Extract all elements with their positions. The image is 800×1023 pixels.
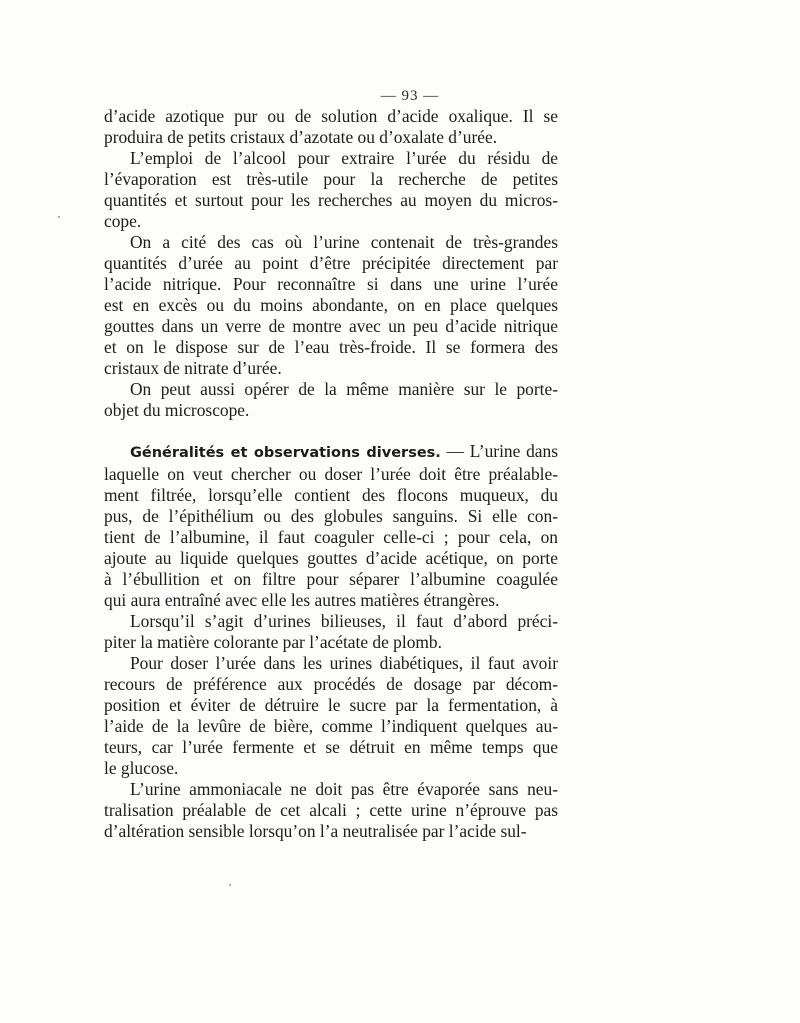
section-heading: Généralités et observations diverses.	[130, 445, 441, 461]
paragraph	[104, 779, 558, 842]
section-gap	[104, 421, 558, 441]
text-line: l’évaporation est très-utile pour la recherche de petites	[104, 169, 558, 189]
text-line: teurs, car l’urée fermente et se détruit en même temps que	[104, 737, 558, 757]
paragraph	[104, 232, 558, 379]
paragraph	[104, 653, 558, 779]
text-line: Pour doser l’urée dans les urines diabétiques, il faut avoir	[130, 653, 558, 673]
text-line: d’altération sensible lorsqu’on l’a neutralisée par l’acide sul-	[104, 821, 527, 841]
text-line: gouttes dans un verre de montre avec un peu d’acide nitrique	[104, 316, 558, 336]
text-line: tient de l’albumine, il faut coaguler celle-ci ; pour cela, on	[104, 527, 558, 547]
text-line: quantités d’urée au point d’être précipitée directement par	[104, 253, 558, 273]
text-line: l’acide nitrique. Pour reconnaître si dans une urine l’urée	[104, 274, 558, 294]
paragraph	[104, 106, 558, 148]
text-line: recours de préférence aux procédés de dosage par décom-	[104, 674, 558, 694]
text-line: piter la matière colorante par l’acétate de plomb.	[104, 632, 442, 652]
paragraph	[104, 464, 558, 611]
text-line: laquelle on veut chercher ou doser l’urée doit être préalable-	[104, 464, 558, 484]
text-line: cope.	[104, 211, 142, 231]
body-text	[104, 106, 558, 842]
paper-speck	[229, 884, 231, 886]
text-line: ment filtrée, lorsqu’elle contient des flocons muqueux, du	[104, 485, 558, 505]
text-line: l’aide de la levûre de bière, comme l’indiquent quelques au-	[104, 716, 558, 736]
text-line: ajoute au liquide quelques gouttes d’acide acétique, on porte	[104, 548, 558, 568]
text-line: position et éviter de détruire le sucre par la fermentation, à	[104, 695, 558, 715]
text-line: et on le dispose sur de l’eau très-froide. Il se formera des	[104, 337, 558, 357]
text-line: cristaux de nitrate d’urée.	[104, 358, 282, 378]
text-line: qui aura entraîné avec elle les autres matières étrangères.	[104, 590, 500, 610]
text-line: tralisation préalable de cet alcali ; cette urine n’éprouve pas	[104, 800, 558, 820]
text-line: quantités et surtout pour les recherches au moyen du micros-	[104, 190, 558, 210]
paragraph	[104, 379, 558, 421]
text-line: On a cité des cas où l’urine contenait de très-grandes	[130, 232, 558, 252]
text-line: objet du microscope.	[104, 400, 250, 420]
text-line: L’urine ammoniacale ne doit pas être évaporée sans neu-	[130, 779, 558, 799]
text-line: Lorsqu’il s’agit d’urines bilieuses, il faut d’abord préci-	[130, 611, 558, 631]
heading-continuation: — L’urine dans	[440, 441, 558, 461]
page-number: — 93 —	[380, 88, 440, 104]
text-line: L’emploi de l’alcool pour extraire l’urée du résidu de	[130, 148, 558, 168]
text-line: produira de petits cristaux d’azotate ou d’oxalate d’urée.	[104, 127, 498, 147]
text-line: pus, de l’épithélium ou des globules sanguins. Si elle con-	[104, 506, 558, 526]
paragraph	[104, 148, 558, 232]
text-line: à l’ébullition et on filtre pour séparer l’albumine coagulée	[104, 569, 558, 589]
text-line: d’acide azotique pur ou de solution d’acide oxalique. Il se	[104, 106, 558, 126]
paper-speck	[58, 216, 60, 218]
paragraph	[104, 611, 558, 653]
section-heading-line	[104, 441, 558, 464]
text-line: le glucose.	[104, 758, 179, 778]
text-line: On peut aussi opérer de la même manière sur le porte-	[130, 379, 558, 399]
text-line: est en excès ou du moins abondante, on en place quelques	[104, 295, 558, 315]
